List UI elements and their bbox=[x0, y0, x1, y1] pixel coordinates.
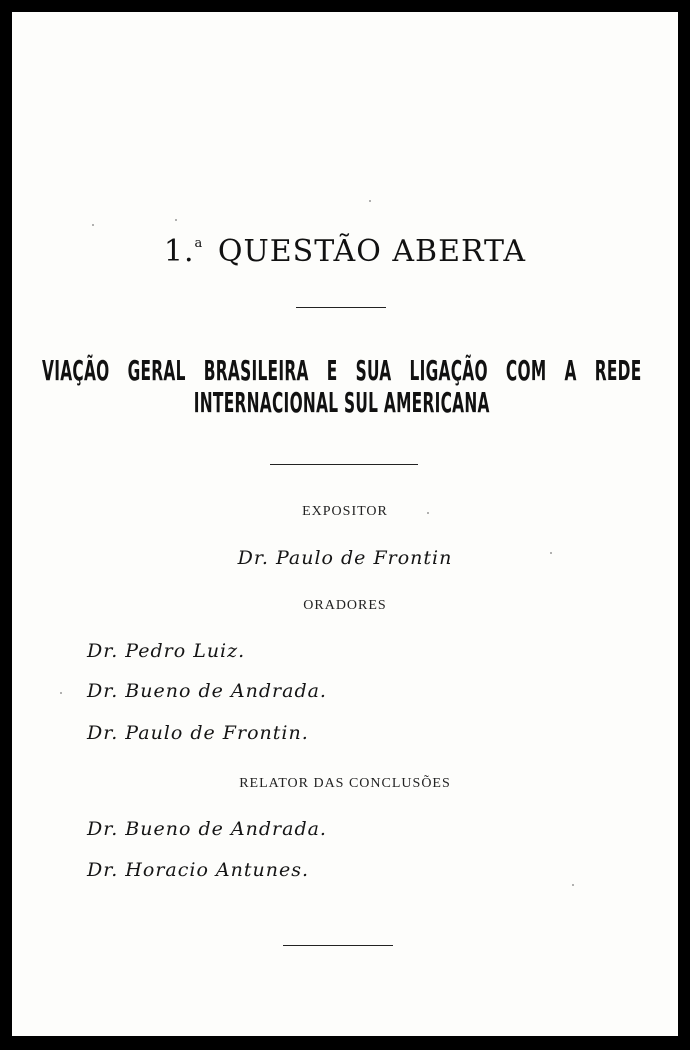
paper-speck bbox=[572, 884, 574, 886]
heading-ordinal: 1. bbox=[163, 234, 195, 269]
page-heading bbox=[12, 234, 678, 269]
divider-rule bbox=[270, 464, 418, 465]
subject-line-2: INTERNACIONAL SUL AMERICANA bbox=[193, 386, 490, 419]
heading-ordinal-suffix: a bbox=[194, 236, 204, 251]
paper-speck bbox=[427, 512, 429, 514]
expositor-name: Dr. Paulo de Frontin bbox=[237, 547, 453, 569]
divider-rule bbox=[283, 945, 393, 946]
expositor-label: EXPOSITOR bbox=[302, 504, 388, 519]
paper-speck bbox=[175, 219, 177, 221]
subject-title bbox=[42, 354, 642, 419]
oradores-label: ORADORES bbox=[303, 598, 387, 613]
orador-name: Dr. Pedro Luiz. bbox=[87, 640, 246, 662]
relator-label: RELATOR DAS CONCLUSÕES bbox=[239, 776, 451, 791]
relator-name: Dr. Horacio Antunes. bbox=[87, 859, 310, 881]
paper-speck bbox=[60, 692, 62, 694]
subject-line-1: VIAÇÃO GERAL BRASILEIRA E SUA LIGAÇÃO COM A REDE bbox=[42, 354, 642, 387]
heading-title: QUESTÃO ABERTA bbox=[217, 234, 527, 269]
relator-name: Dr. Bueno de Andrada. bbox=[87, 818, 327, 840]
paper-speck bbox=[550, 552, 552, 554]
paper-speck bbox=[92, 224, 94, 226]
divider-rule bbox=[296, 307, 386, 308]
paper-speck bbox=[369, 200, 371, 202]
orador-name: Dr. Paulo de Frontin. bbox=[87, 722, 309, 744]
document-page bbox=[12, 12, 678, 1036]
orador-name: Dr. Bueno de Andrada. bbox=[87, 680, 327, 702]
